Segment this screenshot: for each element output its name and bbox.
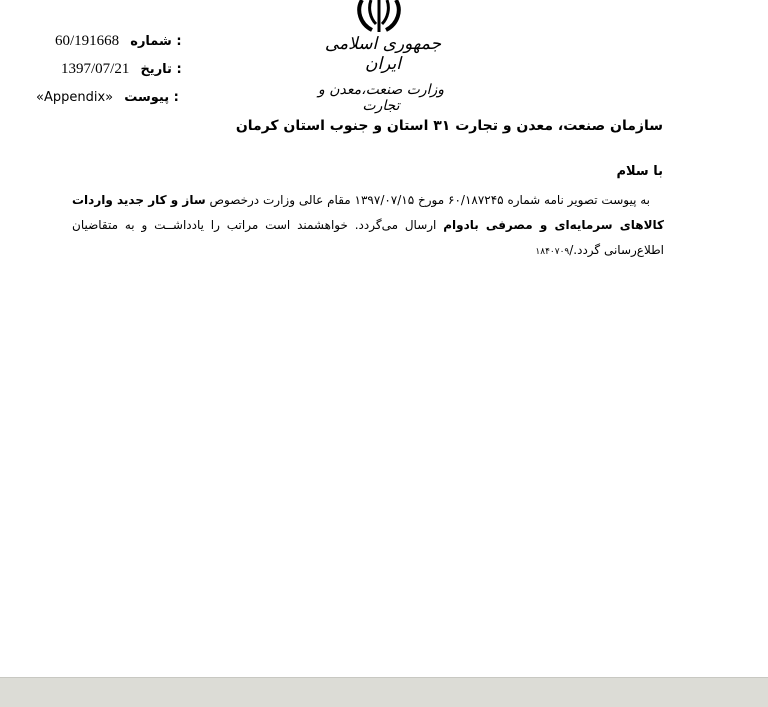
date-label: تاریخ :: [140, 62, 182, 77]
ministry-name: وزارت صنعت،معدن و تجارت: [317, 82, 445, 114]
organization-title: سازمان صنعت، معدن و تجارت ۳۱ استان و جنوب استان کرمان: [235, 118, 663, 134]
iran-emblem-icon: [354, 0, 404, 34]
body-text-part2: ارسال می‌گردد. خواهشمند است مراتب را یادداشــت و به متقاضیان اطلاع‌رسانی گردد./: [72, 218, 664, 257]
date-value: 1397/07/21: [61, 61, 130, 77]
reference-code: ۱۸۴۰۷۰۹: [535, 247, 570, 257]
attachment-value: «Appendix»: [36, 90, 114, 105]
body-subject: ساز و کار جدید واردات کالاهای سرمایه‌ای و مصرفی بادوام: [72, 193, 664, 232]
republic-name: جمهوری اسلامی ایران: [324, 34, 442, 74]
number-label: شماره :: [130, 34, 182, 49]
viewer-footer-bar: [0, 677, 768, 707]
date-row: [61, 58, 182, 78]
greeting: با سلام: [616, 164, 663, 179]
number-value: 60/191668: [55, 33, 120, 49]
attachment-row: [36, 86, 179, 105]
attachment-label: پیوست :: [124, 90, 179, 105]
letter-body: [72, 188, 664, 265]
body-text-part1: به پیوست تصویر نامه شماره ۶۰/۱۸۷۲۴۵ مورخ ۱۳۹۷/۰۷/۱۵ مقام عالی وزارت درخصوص: [205, 193, 651, 207]
number-row: [55, 30, 182, 50]
